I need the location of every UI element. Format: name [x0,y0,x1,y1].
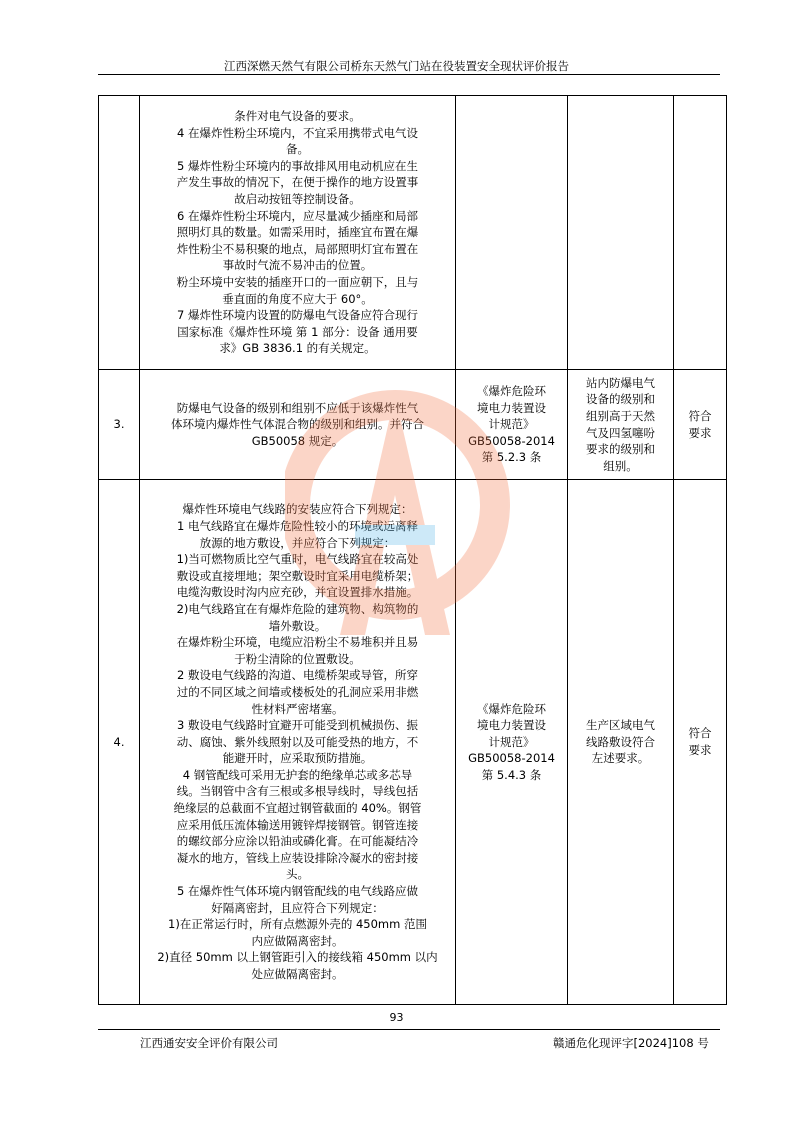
requirement-cell-line: 炸性粉尘不易积聚的地点，局部照明灯宜布置在 [176,241,419,256]
basis-cell-line: 《爆炸危险环 [477,701,546,716]
basis-cell-line: 《爆炸危险环 [477,384,546,399]
footer-divider [98,1029,720,1030]
page-number: 93 [389,1011,404,1024]
actual-situation-cell-line: 设备的级别和 [586,392,655,407]
table-row [99,370,727,480]
requirement-cell-line: 5 在爆炸性气体环境内钢管配线的电气线路应做 [177,884,418,899]
requirement-cell-line: 粉尘环境中安装的插座开口的一面应朝下，且与 [176,274,419,289]
requirement-cell-line: 墙外敷设。 [268,618,327,633]
actual-situation-cell-line: 生产区域电气 [586,718,655,733]
requirement-cell-line: 线。当钢管中含有三根或多根导线时，导线包括 [176,784,419,799]
requirement-cell-line: 1)在正常运行时，所有点燃源外壳的 450mm 范围 [168,917,427,932]
requirement-cell-line: 爆炸性环境电气线路的安装应符合下列规定： [182,502,413,517]
footer-report-number: 赣通危化现评字[2024]108 号 [553,1036,709,1050]
actual-situation-cell [568,370,674,480]
requirement-cell-line: 2)电气线路宜在有爆炸危险的建筑物、构筑物的 [176,601,419,616]
requirement-cell [140,96,456,370]
actual-situation-cell-line: 组别高于天然 [586,408,655,423]
requirement-cell-line: 绝缘层的总截面不宜超过钢管截面的 40%。钢管 [173,801,422,816]
requirement-cell-line: 过的不同区域之间墙或楼板处的孔洞应采用非燃 [176,684,419,699]
basis-cell-line: 境电力装置设 [477,718,546,733]
requirement-cell-line: 好隔离密封，且应符合下列规定： [211,900,384,915]
result-cell [674,370,727,480]
result-cell-line: 符合 [688,408,712,423]
requirement-cell-line: 产发生事故的情况下，在便于操作的地方设置事 [176,175,419,190]
requirement-cell-line: 于粉尘清除的位置敷设。 [234,651,361,666]
table-row [99,480,727,1005]
requirement-cell [140,370,456,480]
row-number [99,96,140,370]
requirement-cell-line: 垂直面的角度不应大于 60°。 [222,291,373,306]
row-number: 3. [99,370,140,480]
requirement-cell-line: 国家标准《爆炸性环境 第 1 部分：设备 通用要 [177,324,418,339]
requirement-cell-line: 性材料严密堵塞。 [251,701,344,716]
requirement-cell-line: 6 在爆炸性粉尘环境内，应尽量减少插座和局部 [177,208,418,223]
page-header-title: 江西深燃天然气有限公司桥东天然气门站在役装置安全现状评价报告 [224,59,569,73]
basis-cell-line: 境电力装置设 [477,400,546,415]
actual-situation-cell [568,480,674,1005]
basis-cell [456,370,568,480]
requirement-cell-line: 的螺纹部分应涂以铅油或磷化膏。在可能凝结冷 [176,834,419,849]
requirement-cell-line: 凝水的地方，管线上应装设排除冷凝水的密封接 [176,850,419,865]
row-number: 4. [99,480,140,1005]
actual-situation-cell-line: 站内防爆电气 [586,375,655,390]
requirement-cell-line: 体环境内爆炸性气体混合物的级别和组别。并符合 [171,417,424,432]
requirement-cell-line: 故启动按钮等控制设备。 [234,192,361,207]
requirement-cell-line: 电缆沟敷设时沟内应充砂，并宜设置排水措施。 [176,585,419,600]
requirement-cell-line: 头。 [286,867,309,882]
requirement-cell-line: 1 电气线路宜在爆炸危险性较小的环境或远离释 [177,518,418,533]
result-cell-line: 符合 [688,726,712,741]
requirement-cell-line: GB50058 规定。 [251,433,344,448]
requirement-cell-line: 放源的地方敷设，并应符合下列规定： [199,535,396,550]
requirement-cell-line: 照明灯具的数量。如需采用时，插座宜布置在爆 [176,225,419,240]
result-cell [674,480,727,1005]
basis-cell-line: 计规范》 [488,417,535,432]
basis-cell-line: 第 5.4.3 条 [481,767,542,782]
header-divider [98,74,720,75]
result-cell [674,96,727,370]
footer-company: 江西通安安全评价有限公司 [140,1036,278,1050]
requirement-cell-line: 备。 [286,142,309,157]
actual-situation-cell [568,96,674,370]
table-row [99,96,727,370]
requirement-cell-line: 处应做隔离密封。 [251,967,344,982]
basis-cell-line: GB50058-2014 [468,433,555,448]
requirement-cell-line: 7 爆炸性环境内设置的防爆电气设备应符合现行 [177,308,418,323]
requirement-cell-line: 3 敷设电气线路时宜避开可能受到机械损伤、振 [177,718,418,733]
requirement-cell-line: 条件对电气设备的要求。 [234,109,361,124]
requirement-cell-line: 事故时气流不易冲击的位置。 [222,258,373,273]
actual-situation-cell-line: 组别。 [603,458,638,473]
actual-situation-cell-line: 要求的级别和 [586,442,655,457]
actual-situation-cell-line: 线路敷设符合 [586,734,655,749]
requirement-cell-line: 4 在爆炸性粉尘环境内，不宜采用携带式电气设 [177,125,418,140]
requirement-cell-line: 2)直径 50mm 以上钢管距引入的接线箱 450mm 以内 [157,950,438,965]
requirement-cell-line: 防爆电气设备的级别和组别不应低于该爆炸性气 [176,400,419,415]
requirement-cell-line: 敷设或直接埋地；架空敷设时宜采用电缆桥架； [176,568,419,583]
basis-cell [456,96,568,370]
requirement-cell-line: 1)当可燃物质比空气重时，电气线路宜在较高处 [176,552,419,567]
result-cell-line: 要求 [688,425,712,440]
requirement-cell-line: 4 钢管配线可采用无护套的绝缘单芯或多芯导 [182,767,413,782]
requirement-cell-line: 5 爆炸性粉尘环境内的事故排风用电动机应在生 [177,158,418,173]
requirement-cell-line: 求》GB 3836.1 的有关规定。 [219,341,376,356]
requirement-cell-line: 在爆炸粉尘环境，电缆应沿粉尘不易堆积并且易 [176,635,419,650]
requirement-cell [140,480,456,1005]
actual-situation-cell-line: 左述要求。 [591,751,650,766]
basis-cell-line: 计规范》 [488,734,535,749]
requirement-cell-line: 应采用低压流体输送用镀锌焊接钢管。钢管连接 [176,817,419,832]
basis-cell-line: GB50058-2014 [468,751,555,766]
requirement-cell-line: 动、腐蚀、紫外线照射以及可能受热的地方，不 [176,734,419,749]
basis-cell-line: 第 5.2.3 条 [481,450,542,465]
basis-cell [456,480,568,1005]
result-cell-line: 要求 [688,743,712,757]
requirement-cell-line: 能避开时，应采取预防措施。 [222,751,373,766]
requirement-cell-line: 内应做隔离密封。 [251,933,344,948]
evaluation-table [98,95,727,1005]
requirement-cell-line: 2 敷设电气线路的沟道、电缆桥架或导管，所穿 [177,668,418,683]
actual-situation-cell-line: 气及四氢噻吩 [586,425,655,440]
